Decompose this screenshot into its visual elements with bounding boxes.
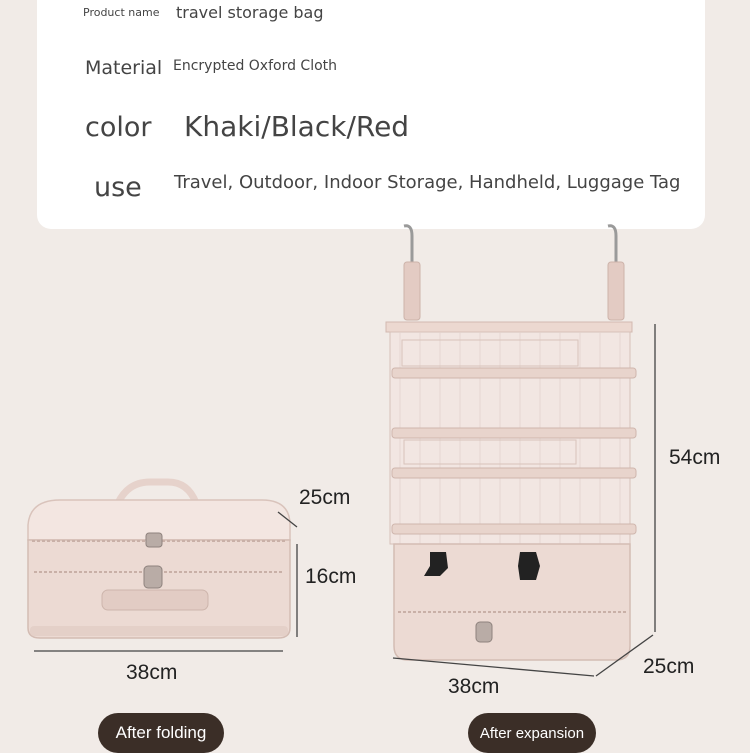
use-value: Travel, Outdoor, Indoor Storage, Handheld, Luggage Tag (174, 172, 681, 193)
color-value: Khaki/Black/Red (184, 110, 410, 143)
folded-depth-label: 25cm (299, 486, 351, 509)
expanded-shelf-image (386, 226, 636, 660)
expanded-height-label: 54cm (669, 446, 721, 469)
expanded-depth-label: 25cm (643, 655, 695, 678)
product-name-label: Product name (83, 6, 160, 19)
folded-width-label: 38cm (126, 661, 178, 684)
after-folding-caption: After folding (98, 713, 224, 753)
expanded-width-label: 38cm (448, 675, 500, 698)
folded-bag-image (28, 482, 290, 638)
product-name-value: travel storage bag (176, 3, 324, 22)
color-label: color (85, 112, 152, 143)
material-label: Material (85, 57, 163, 79)
use-label: use (94, 172, 142, 203)
folded-height-label: 16cm (305, 565, 357, 588)
material-value: Encrypted Oxford Cloth (173, 58, 338, 74)
after-expansion-caption: After expansion (468, 713, 596, 753)
